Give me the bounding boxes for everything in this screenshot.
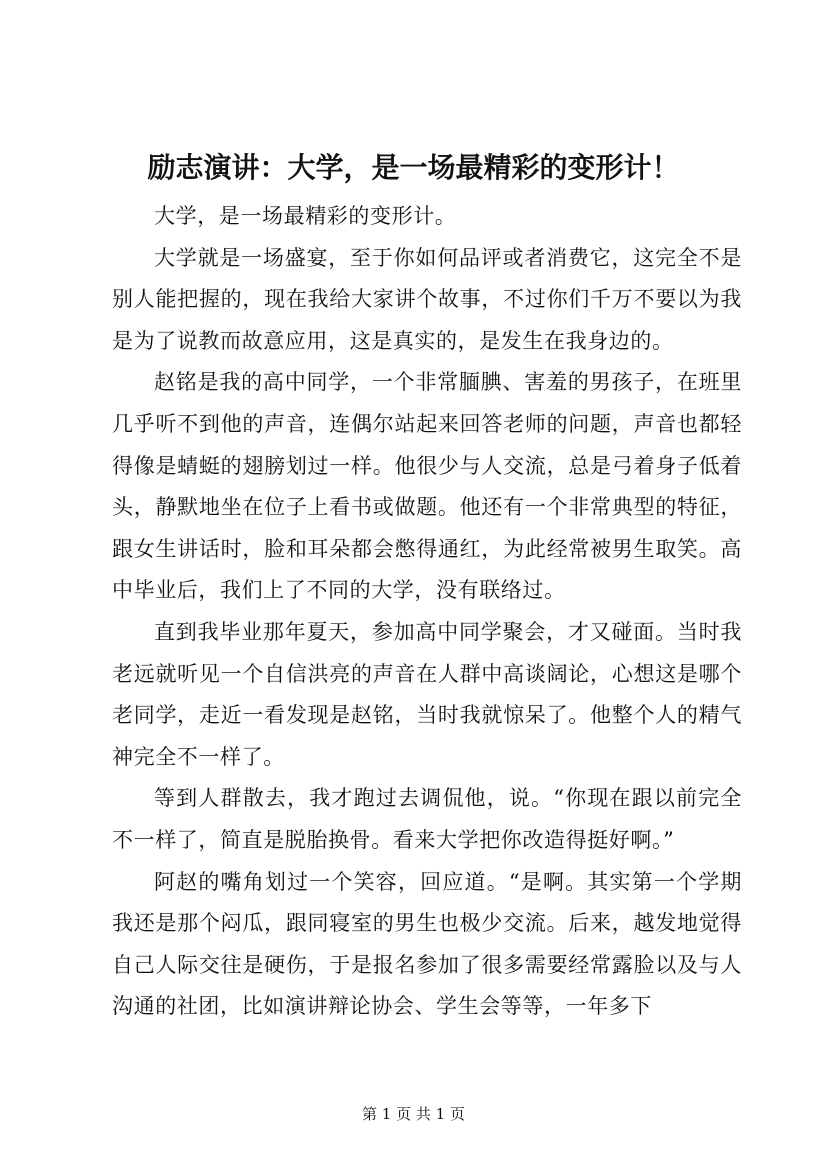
paragraph-3: 赵铭是我的高中同学，一个非常腼腆、害羞的男孩子，在班里几乎听不到他的声音，连偶尔站起来回答老师的问题，声音也都轻得像是蜻蜓的翅膀划过一样。他很少与人交流，总是弓着身子低着头，静默地坐在位子上看书或做题。他还有一个非常典型的特征，跟女生讲话时，脸和耳朵都会憋得通红，为此经常被男生取笑。高中毕业后，我们上了不同的大学，没有联络过。 xyxy=(112,370,742,603)
paragraph-1: 大学，是一场最精彩的变形计。 xyxy=(154,204,457,228)
paragraph-5: 等到人群散去，我才跑过去调侃他，说。“你现在跟以前完全不一样了，简直是脱胎换骨。看来大学把你改造得挺好啊。” xyxy=(112,786,742,852)
page-footer: 第 1 页 共 1 页 xyxy=(362,1105,465,1123)
document-title: 励志演讲：大学，是一场最精彩的变形计！ xyxy=(147,151,680,184)
paragraph-2: 大学就是一场盛宴，至于你如何品评或者消费它，这完全不是别人能把握的，现在我给大家讲个故事，不过你们千万不要以为我是为了说教而故意应用，这是真实的，是发生在我身边的。 xyxy=(112,245,742,353)
document-body xyxy=(112,196,742,1028)
paragraph-6: 阿赵的嘴角划过一个笑容，回应道。“是啊。其实第一个学期我还是那个闷瓜，跟同寝室的男生也极少交流。后来，越发地觉得自己人际交往是硬伤，于是报名参加了很多需要经常露脸以及与人沟通的社团，比如演讲辩论协会、学生会等等，一年多下 xyxy=(112,869,742,1019)
paragraph-4: 直到我毕业那年夏天，参加高中同学聚会，才又碰面。当时我老远就听见一个自信洪亮的声音在人群中高谈阔论，心想这是哪个老同学，走近一看发现是赵铭，当时我就惊呆了。他整个人的精气神完全不一样了。 xyxy=(112,619,742,769)
